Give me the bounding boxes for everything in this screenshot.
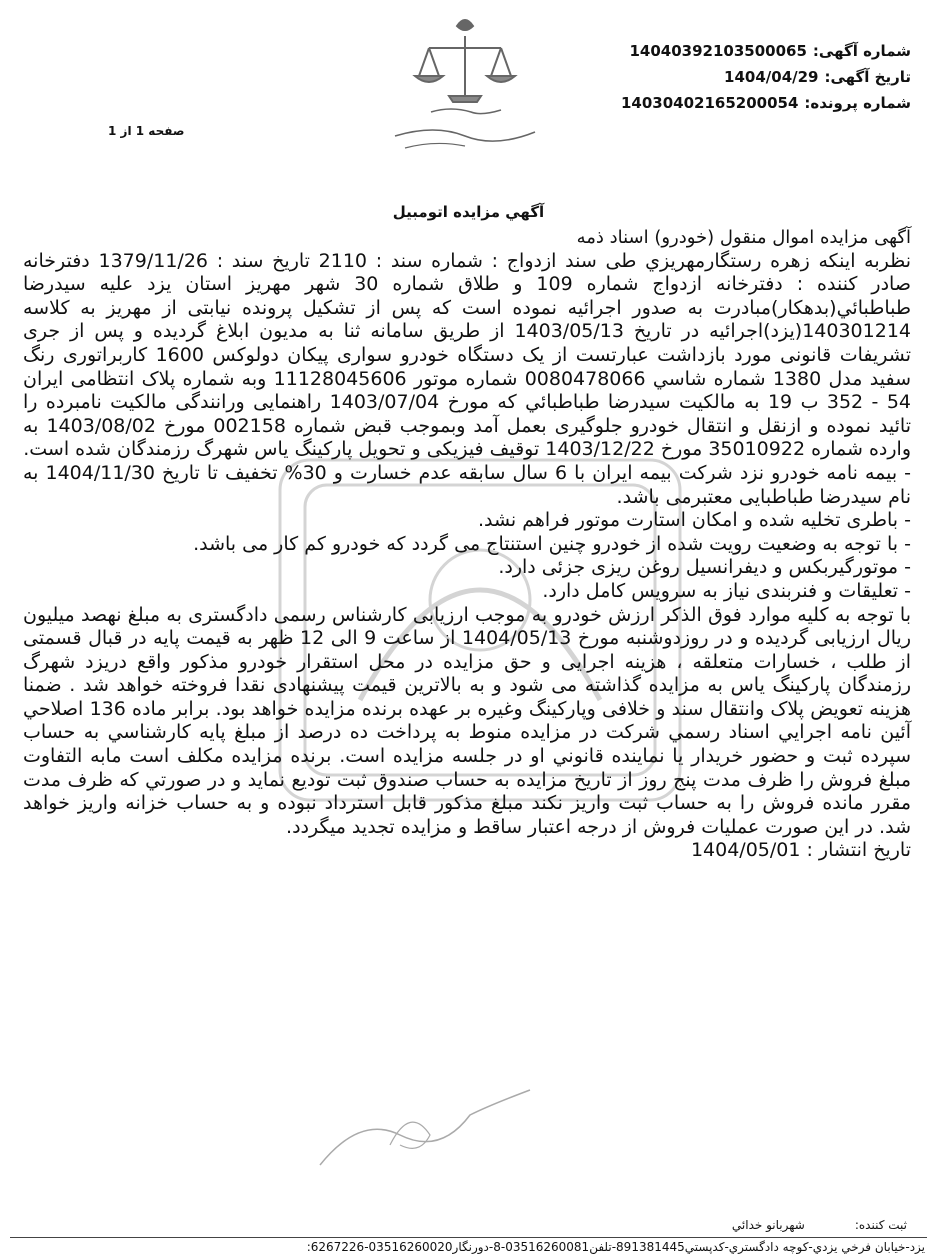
publish-date: تاریخ انتشار : 1404/05/01: [690, 839, 911, 862]
ad-date-label: تاریخ آگهی:: [824, 68, 911, 86]
registrar: [732, 1218, 907, 1232]
ad-date: 1404/04/29: [724, 68, 819, 86]
judiciary-emblem-icon: [385, 8, 545, 158]
signature-icon: [300, 1085, 560, 1185]
ad-subtitle: آگهی مزایده اموال منقول (خودرو) اسناد ذمه: [576, 227, 911, 248]
ad-paragraph-usage: - با توجه به وضعیت رویت شده از خودرو چنین استنتاج می گردد که خودرو کم کار می باشد.: [193, 532, 911, 555]
ad-paragraph-suspension: - تعلیقات و فنربندی نیاز به سرویس کامل دارد.: [542, 579, 911, 602]
footer-divider: [10, 1237, 927, 1238]
registrar-name: شهربانو خدائي: [731, 1218, 805, 1232]
file-number-row: [581, 90, 911, 116]
ad-number-label: شماره آگهی:: [812, 42, 911, 60]
ad-number: 14040392103500065: [629, 42, 807, 60]
ad-number-row: [581, 38, 911, 64]
ad-date-row: [581, 64, 911, 90]
ad-paragraph-insurance: - بیمه نامه خودرو نزد شرکت بیمه ایران با 6 سال سابقه عدم خسارت و 30% تخفیف تا تاریخ 1404/11/30 به نام سیدرضا طباطبایی معتبرمی باشد.: [23, 461, 912, 508]
ad-meta: [581, 38, 911, 116]
ad-paragraph-terms: با توجه به کلیه موارد فوق الذکر ارزش خودرو به موجب ارزیابی کارشناس رسمی دادگستری به مبلغ نهصد میلیون ریال ارزیابی گردیده و در روزدوشنبه مورخ 1404/05/13 از ساعت 9 الی 12 ظهر به قیمت پایه در قبال قسمتی از طلب ، خسارات متعلقه ، هزینه اجرایی و حق مزایده در محل استقرار خودرو مذکور واقع دریزد شهرگ رزمندگان پارکینگ یاس به مزایده گذاشته می شود و به بالاترین قیمت پیشنهادی نقدا فروخته خواهد شد . ضمنا هزینه تعویض پلاک وانتقال سند و خلافی وپارکینگ وغیره بر عهده برنده مزایده خواهد بود. برابر ماده 136 اصلاحي آئین نامه اجرایي اسناد رسمي شرکت در مزایده منوط به پرداخت ده درصد از مبلغ پایه کارشناسي به حساب سپرده ثبت و حضور خریدار یا نماینده قانوني او در جلسه مزایده است. برنده مزایده مکلف است مابه التفاوت مبلغ فروش را ظرف مدت پنج روز از تاریخ مزایده به حساب صندوق ثبت تودیع نماید و در صورتي که ظرف مدت مقرر مانده فروش را به حساب ثبت واریز نکند مبلغ مذکور قابل استرداد نبوده و به حساب خزانه واریز خواهد شد. در این صورت عملیات فروش از درجه اعتبار ساقط و مزایده تجدید میگردد.: [23, 603, 912, 838]
page-title: آگهي مزايده اتومبيل: [392, 203, 545, 221]
ad-paragraph-gearbox: - موتورگیربکس و دیفرانسیل روغن ریزی جزئی دارد.: [498, 556, 911, 579]
footer-address: یزد-خیابان فرخي یزدي-کوچه دادگستري-کدپستي891381445-تلفن03516260081-8-دورنگار03516260020-6267226:: [306, 1240, 925, 1254]
file-number: 14030402165200054: [620, 94, 799, 112]
ad-body: [23, 226, 911, 863]
file-number-label: شماره پرونده:: [804, 94, 911, 112]
ad-paragraph-main: نظربه اینکه زهره رستگارمهریزي طی سند ازدواج : شماره سند : 2110 تاریخ سند : 1379/11/26 دفترخانه صادر کننده : دفترخانه ازدواج شماره 109 و طلاق شماره 30 شهر مهریز استان یزد علیه سیدرضا طباطبائي(بدهکار)مبادرت به صدور اجرائیه نموده است که پس از تشکیل پرونده نیابتی از مهریز به کلاسه 140301214(یزد)اجرائیه در تاریخ 1403/05/13 از طریق سامانه ثنا به مدیون ابلاغ گردیده و پس از جری تشریفات قانونی مورد بازداشت عبارتست از یک دستگاه خودرو سواری پیکان دولوکس 1600 کاربراتوری رنگ سفید مدل 1380 شماره شاسي 0080478066 شماره موتور 11128045606 وبه شماره پلاک انتظامی ایران 54 - 352 ب 19 به مالکیت سیدرضا طباطبائي که مورخ 1403/07/04 راهنمایی ورانندگی مالکیت نامبرده را تائید نموده و ازنقل و انتقال خودرو جلوگیری بعمل آمد وبموجب قبض شماره 002158 مورخ 1403/08/02 به وارده شماره 35010922 مورخ 1403/12/22 توقیف فیزیکی و تحویل پارکینگ یاس شهرگ رزمندگان شده است.: [23, 249, 912, 461]
registrar-label: ثبت کننده:: [854, 1218, 907, 1232]
ad-paragraph-battery: - باطری تخلیه شده و امکان استارت موتور فراهم نشد.: [477, 509, 911, 532]
page-number: صفحه 1 از 1: [108, 124, 185, 138]
